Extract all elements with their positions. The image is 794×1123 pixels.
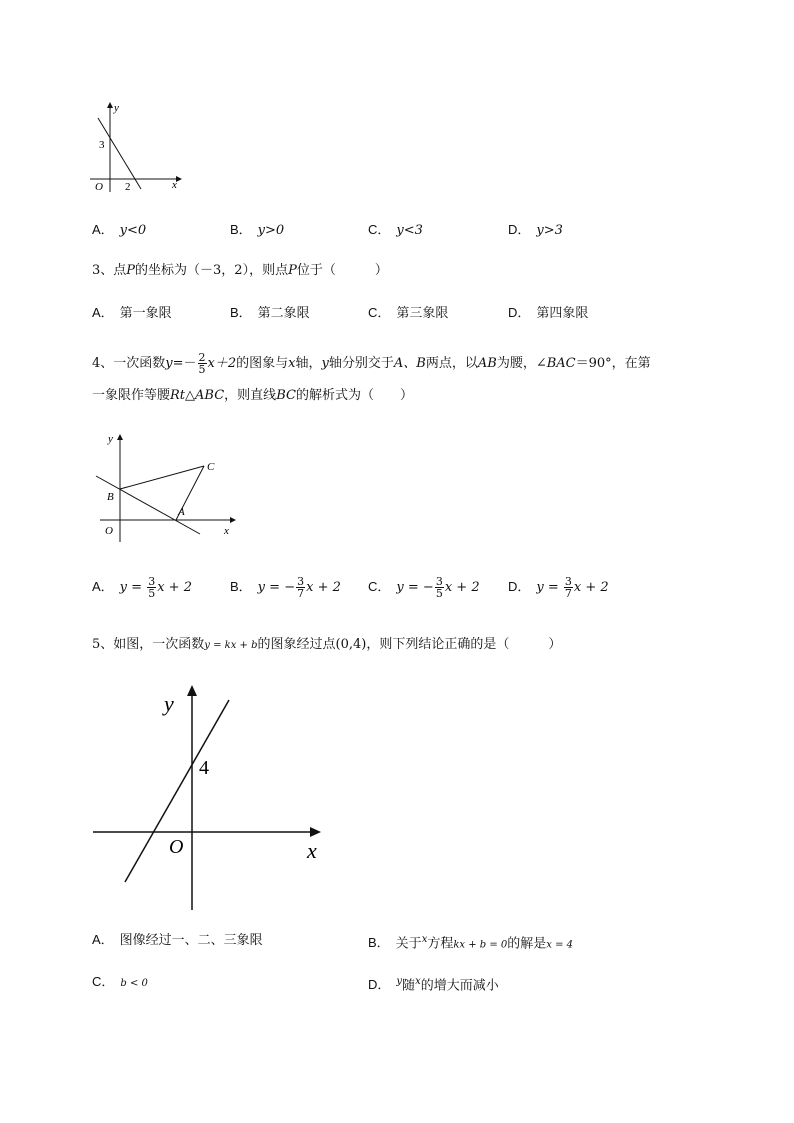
x-axis-label: x <box>172 179 177 191</box>
origin-label: O <box>105 525 113 537</box>
question-4-stem-line1: 4、一次函数y=－ $\frac{2}{5}$ x＋2的图象与x轴，y轴分别交于A、B两点，以AB为腰，∠BAC＝90°，在第 <box>92 351 651 376</box>
q5-option-d[interactable]: D． $^y$随$^x$的增大而减小 <box>368 976 499 994</box>
point-a-label: A <box>178 506 185 518</box>
question-4-stem-line2: 一象限作等腰Rt△ABC，则直线BC的解析式为（ ） <box>92 388 413 403</box>
graph-line <box>98 118 141 189</box>
question-5-stem: 5、如图，一次函数y = kx + b的图象经过点(0,4)，则下列结论正确的是（ ） <box>92 637 562 652</box>
x-axis-label: x <box>224 525 229 537</box>
x-axis-label: x <box>307 838 317 863</box>
y-axis-label: y <box>114 102 119 114</box>
q3-option-d[interactable]: D． 第四象限 <box>508 305 589 321</box>
x-axis-arrow <box>230 517 236 523</box>
q3-option-b[interactable]: B． 第二象限 <box>230 305 310 321</box>
q2-option-d[interactable]: D． y>3 <box>508 222 563 238</box>
y-intercept-label: 4 <box>199 757 209 779</box>
figure-triangle-graph <box>92 428 242 546</box>
y-axis-label: y <box>164 691 174 716</box>
question-3-stem: 3、点P的坐标为（－3，2），则点P位于（ ） <box>92 263 388 278</box>
q4-option-a[interactable]: A． y = $\frac{3}{5}$ x + 2 <box>92 575 192 600</box>
x-axis-arrow <box>176 176 182 182</box>
q2-option-b[interactable]: B． y>0 <box>230 222 285 238</box>
origin-label: O <box>95 181 103 193</box>
q2-option-c[interactable]: C． y<3 <box>368 222 423 238</box>
q5-option-a[interactable]: A． 图像经过一、二、三象限 <box>92 932 263 948</box>
q4-option-b[interactable]: B． y = − $\frac{3}{7}$ x + 2 <box>230 575 341 600</box>
fraction: $\frac{2}{5}$ <box>198 351 206 376</box>
figure-line-graph-5 <box>88 680 338 915</box>
y-axis-arrow <box>107 102 113 108</box>
figure-line-graph-1 <box>88 100 188 195</box>
segment-bc <box>120 466 204 489</box>
q3-option-a[interactable]: A． 第一象限 <box>92 305 172 321</box>
y-axis-label: y <box>108 433 113 445</box>
point-b-label: B <box>107 491 114 503</box>
q3-option-c[interactable]: C． 第三象限 <box>368 305 449 321</box>
y-axis-arrow <box>187 685 197 696</box>
q2-option-a[interactable]: A． y<0 <box>92 222 147 238</box>
point-c-label: C <box>207 461 215 473</box>
q4-option-d[interactable]: D． y = $\frac{3}{7}$ x + 2 <box>508 575 609 600</box>
origin-label: O <box>169 836 184 858</box>
y-intercept-label: 3 <box>99 139 105 151</box>
q4-option-c[interactable]: C． y = − $\frac{3}{5}$ x + 2 <box>368 575 480 600</box>
x-intercept-label: 2 <box>125 181 131 193</box>
q5-option-b[interactable]: B． 关于$^x$方程kx + b = 0的解是x = 4 <box>368 934 574 952</box>
y-axis-arrow <box>117 434 123 440</box>
q5-option-c[interactable]: C． b < 0 <box>92 974 148 989</box>
x-axis-arrow <box>310 827 321 837</box>
